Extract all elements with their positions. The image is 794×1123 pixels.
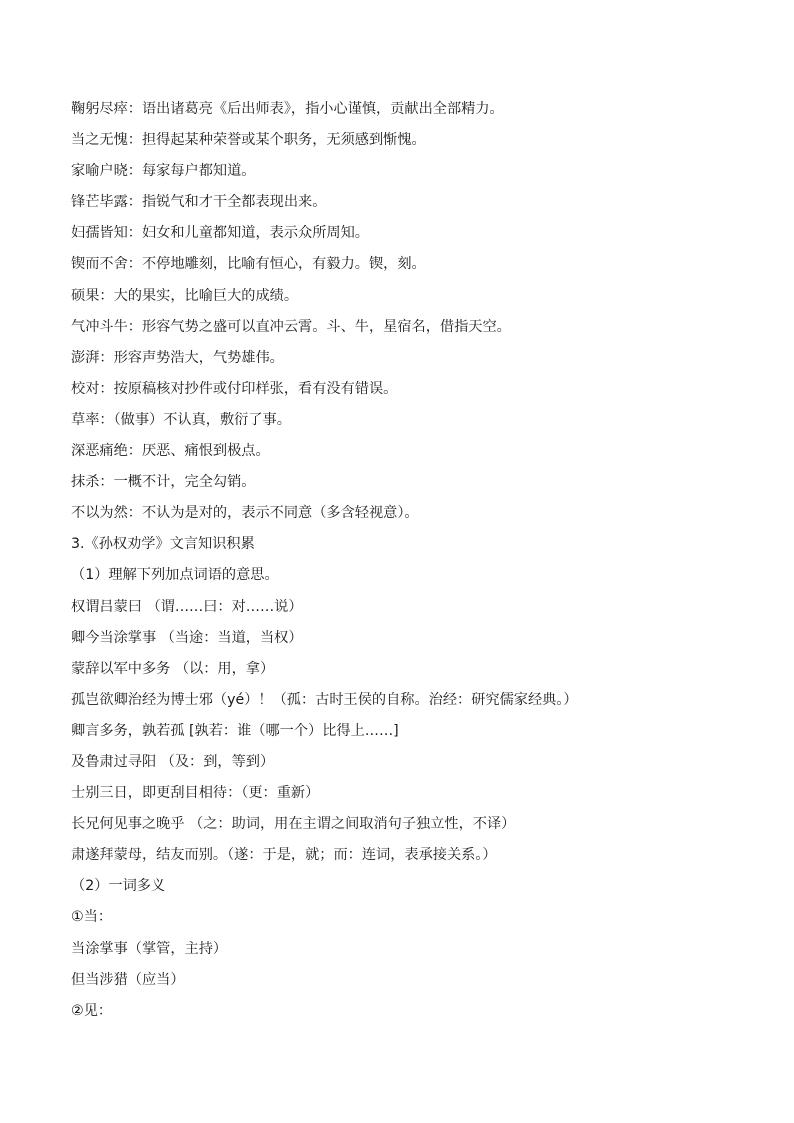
text-line: ①当： <box>71 909 113 926</box>
text-line: 士别三日，即更刮目相待：（更：重新） <box>71 785 320 802</box>
text-line: 澎湃：形容声势浩大，气势雄伟。 <box>71 349 284 366</box>
text-line: 家喻户晓：每家每户都知道。 <box>71 163 256 180</box>
text-line: 校对：按原稿核对抄件或付印样张，看有没有错误。 <box>71 380 398 397</box>
text-line: 气冲斗牛：形容气势之盛可以直冲云霄。斗、牛，星宿名，借指天空。 <box>71 318 511 335</box>
text-line: 深恶痛绝：厌恶、痛恨到极点。 <box>71 443 270 460</box>
text-line: 锲而不舍：不停地雕刻，比喻有恒心，有毅力。锲，刻。 <box>71 256 426 273</box>
subsection-heading: （2）一词多义 <box>71 878 166 895</box>
document-body <box>71 94 761 1027</box>
text-line: 孤岂欲卿治经为博士邪（yé）！（孤：古时王侯的自称。治经：研究儒家经典。） <box>71 691 578 708</box>
subsection-heading: （1）理解下列加点词语的意思。 <box>71 567 279 584</box>
text-line: 不以为然：不认为是对的，表示不同意（多含轻视意）。 <box>71 505 419 522</box>
text-line: 及鲁肃过寻阳 （及：到，等到） <box>71 753 275 770</box>
text-line: 草率：（做事）不认真，敷衍了事。 <box>71 411 291 428</box>
text-line: 当之无愧：担得起某种荣誉或某个职务，无须感到惭愧。 <box>71 132 426 149</box>
text-line: 卿今当涂掌事 （当途：当道，当权） <box>71 629 303 646</box>
text-line: 蒙辞以军中多务 （以：用，拿） <box>71 660 275 677</box>
text-line: 肃遂拜蒙母，结友而别。（遂：于是，就；而：连词，表承接关系。） <box>71 847 497 864</box>
text-line: 抹杀：一概不计，完全勾销。 <box>71 474 256 491</box>
text-line: 锋芒毕露：指锐气和才干全都表现出来。 <box>71 194 327 211</box>
text-line: 但当涉猎（应当） <box>71 971 185 988</box>
text-line: 卿言多务，孰若孤 [孰若：谁（哪一个）比得上……] <box>71 722 399 739</box>
text-line: 妇孺皆知：妇女和儿童都知道，表示众所周知。 <box>71 225 369 242</box>
section-heading: 3.《孙权劝学》文言知识积累 <box>71 536 255 553</box>
text-line: 硕果：大的果实，比喻巨大的成绩。 <box>71 287 299 304</box>
text-line: 当涂掌事（掌管，主持） <box>71 940 228 957</box>
text-line: ②见： <box>71 1002 113 1019</box>
text-line: 长兄何见事之晚乎 （之：助词，用在主谓之间取消句子独立性，不译） <box>71 816 516 833</box>
text-line: 鞠躬尽瘁：语出诸葛亮《后出师表》，指小心谨慎，贡献出全部精力。 <box>71 101 504 117</box>
text-line: 权谓吕蒙曰 （谓……曰：对……说） <box>71 598 303 615</box>
